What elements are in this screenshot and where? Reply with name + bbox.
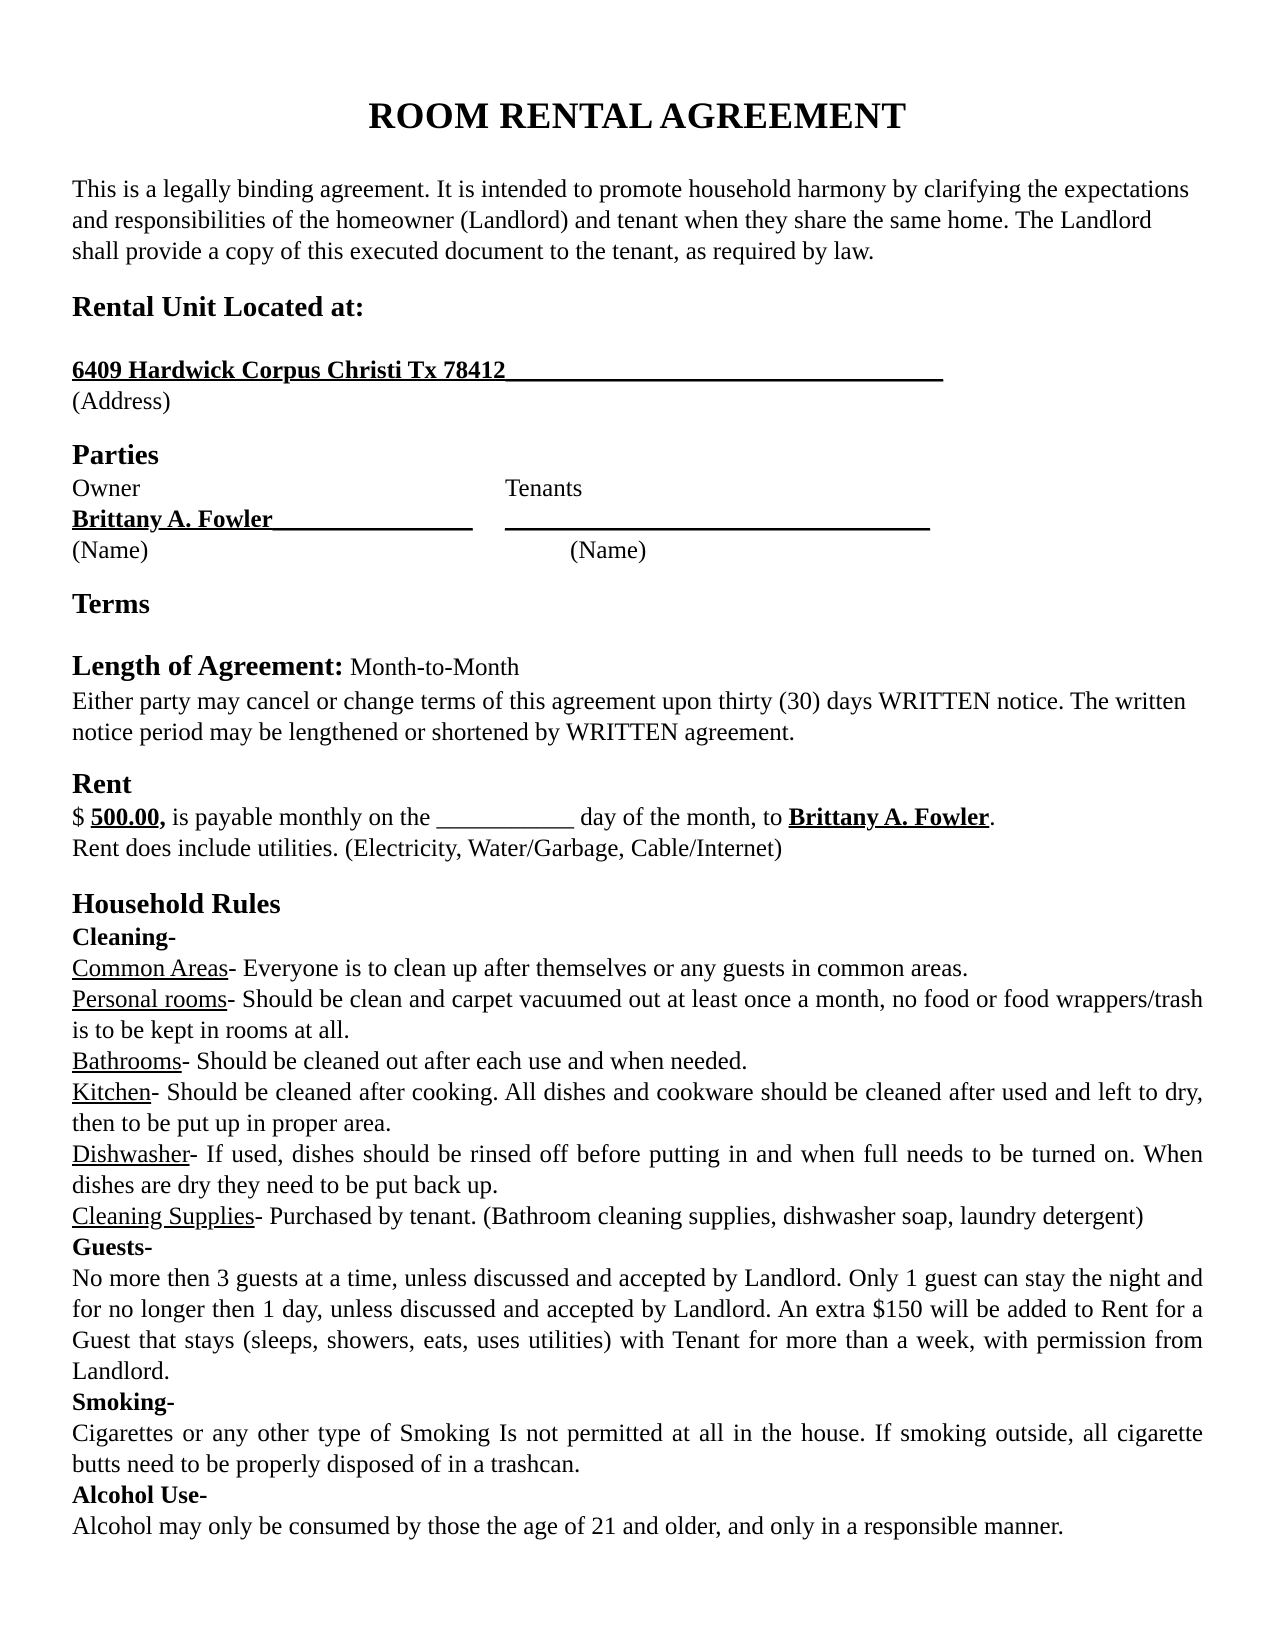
rule-bathrooms-term: Bathrooms: [72, 1048, 182, 1075]
rental-unit-heading: Rental Unit Located at:: [72, 291, 365, 323]
tenant-name-caption: (Name): [570, 537, 647, 564]
rule-cleaning-supplies: [72, 1201, 1203, 1232]
smoking-paragraph: Cigarettes or any other type of Smoking Is not permitted at all in the house. If smoking outside, all cigarette butts need to be properly disposed of in a trashcan.: [72, 1420, 1203, 1478]
rule-cleaning-supplies-term: Cleaning Supplies: [72, 1203, 255, 1230]
rent-text-after-amount: is payable monthly on the: [165, 804, 437, 831]
tenant-name-blank: __________________________________: [505, 506, 930, 533]
length-of-agreement-line: [72, 648, 1203, 686]
rent-payee: Brittany A. Fowler: [788, 804, 990, 831]
rent-text-after-blank: day of the month, to: [574, 804, 789, 831]
address-blank: ___________________________________: [505, 357, 944, 384]
length-of-agreement-value: Month-to-Month: [343, 654, 520, 681]
owner-label: Owner: [72, 475, 141, 502]
rent-line: [72, 802, 1203, 833]
rule-kitchen-term: Kitchen: [72, 1079, 152, 1106]
rent-currency-prefix: $: [72, 804, 91, 831]
rent-sentence-end: .: [989, 804, 996, 831]
rent-amount: 500.00,: [90, 804, 166, 831]
document-title: ROOM RENTAL AGREEMENT: [368, 96, 907, 137]
rule-dishwasher-text: - If used, dishes should be rinsed off before putting in and when full needs to be turned on. When dishes are dry they need to be put back up.: [72, 1141, 1203, 1199]
parties-captions-row: [72, 535, 1203, 566]
cleaning-heading: Cleaning-: [72, 924, 177, 951]
rule-common-areas: [72, 953, 1203, 984]
intro-paragraph: This is a legally binding agreement. It is intended to promote household harmony by clarifying the expectations and responsibilities of the homeowner (Landlord) and tenant when they share the same home. The Landlord shall provide a copy of this executed document to the tenant, as required by law.: [72, 176, 1190, 265]
rent-day-blank: ___________: [436, 804, 575, 831]
address-caption: (Address): [72, 388, 171, 415]
rule-common-areas-term: Common Areas: [72, 955, 229, 982]
tenant-name-line: [505, 504, 1203, 535]
guests-heading: Guests-: [72, 1234, 153, 1261]
rule-kitchen: [72, 1077, 1203, 1139]
parties-labels-row: [72, 473, 1203, 504]
rule-common-areas-text: - Everyone is to clean up after themselves or any guests in common areas.: [228, 955, 969, 982]
rule-dishwasher: [72, 1139, 1203, 1201]
rule-dishwasher-term: Dishwasher: [72, 1141, 190, 1168]
rule-bathrooms: [72, 1046, 1203, 1077]
alcohol-use-heading: Alcohol Use-: [72, 1482, 208, 1509]
alcohol-use-paragraph: Alcohol may only be consumed by those the age of 21 and older, and only in a responsible manner.: [72, 1513, 1064, 1540]
terms-heading: Terms: [72, 588, 150, 620]
rule-personal-rooms: [72, 984, 1203, 1046]
address-value: 6409 Hardwick Corpus Christi Tx 78412: [72, 357, 506, 384]
length-of-agreement-label: Length of Agreement:: [72, 650, 344, 682]
rule-personal-rooms-term: Personal rooms: [72, 986, 228, 1013]
tenants-label: Tenants: [505, 475, 583, 502]
household-rules-heading: Household Rules: [72, 888, 281, 920]
parties-heading: Parties: [72, 439, 159, 471]
rule-bathrooms-text: - Should be cleaned out after each use and when needed.: [181, 1048, 748, 1075]
rent-heading: Rent: [72, 768, 132, 800]
smoking-heading: Smoking-: [72, 1389, 175, 1416]
rule-personal-rooms-text: - Should be clean and carpet vacuumed out at least once a month, no food or food wrappers/trash is to be kept in rooms at all.: [72, 986, 1203, 1044]
rule-kitchen-text: - Should be cleaned after cooking. All dishes and cookware should be cleaned after used and left to dry, then to be put up in proper area.: [72, 1079, 1203, 1137]
owner-name-line: [72, 504, 505, 535]
notice-paragraph: Either party may cancel or change terms of this agreement upon thirty (30) days WRITTEN notice. The written notice period may be lengthened or shortened by WRITTEN agreement.: [72, 688, 1186, 746]
guests-paragraph: No more then 3 guests at a time, unless discussed and accepted by Landlord. Only 1 guest can stay the night and for no longer then 1 day, unless discussed and accepted by Landlord. An extra $150 will be added to Rent for a Guest that stays (sleeps, showers, eats, uses utilities) with Tenant for more than a week, with permission from Landlord.: [72, 1265, 1203, 1385]
owner-name-blank: ________________: [272, 506, 473, 533]
rule-cleaning-supplies-text: - Purchased by tenant. (Bathroom cleaning supplies, dishwasher soap, laundry detergent): [254, 1203, 1144, 1230]
rent-utilities-note: Rent does include utilities. (Electricity, Water/Garbage, Cable/Internet): [72, 835, 783, 862]
owner-name: Brittany A. Fowler: [72, 506, 273, 533]
parties-names-row: [72, 504, 1203, 535]
owner-name-caption: (Name): [72, 537, 149, 564]
address-line: [72, 355, 1203, 386]
